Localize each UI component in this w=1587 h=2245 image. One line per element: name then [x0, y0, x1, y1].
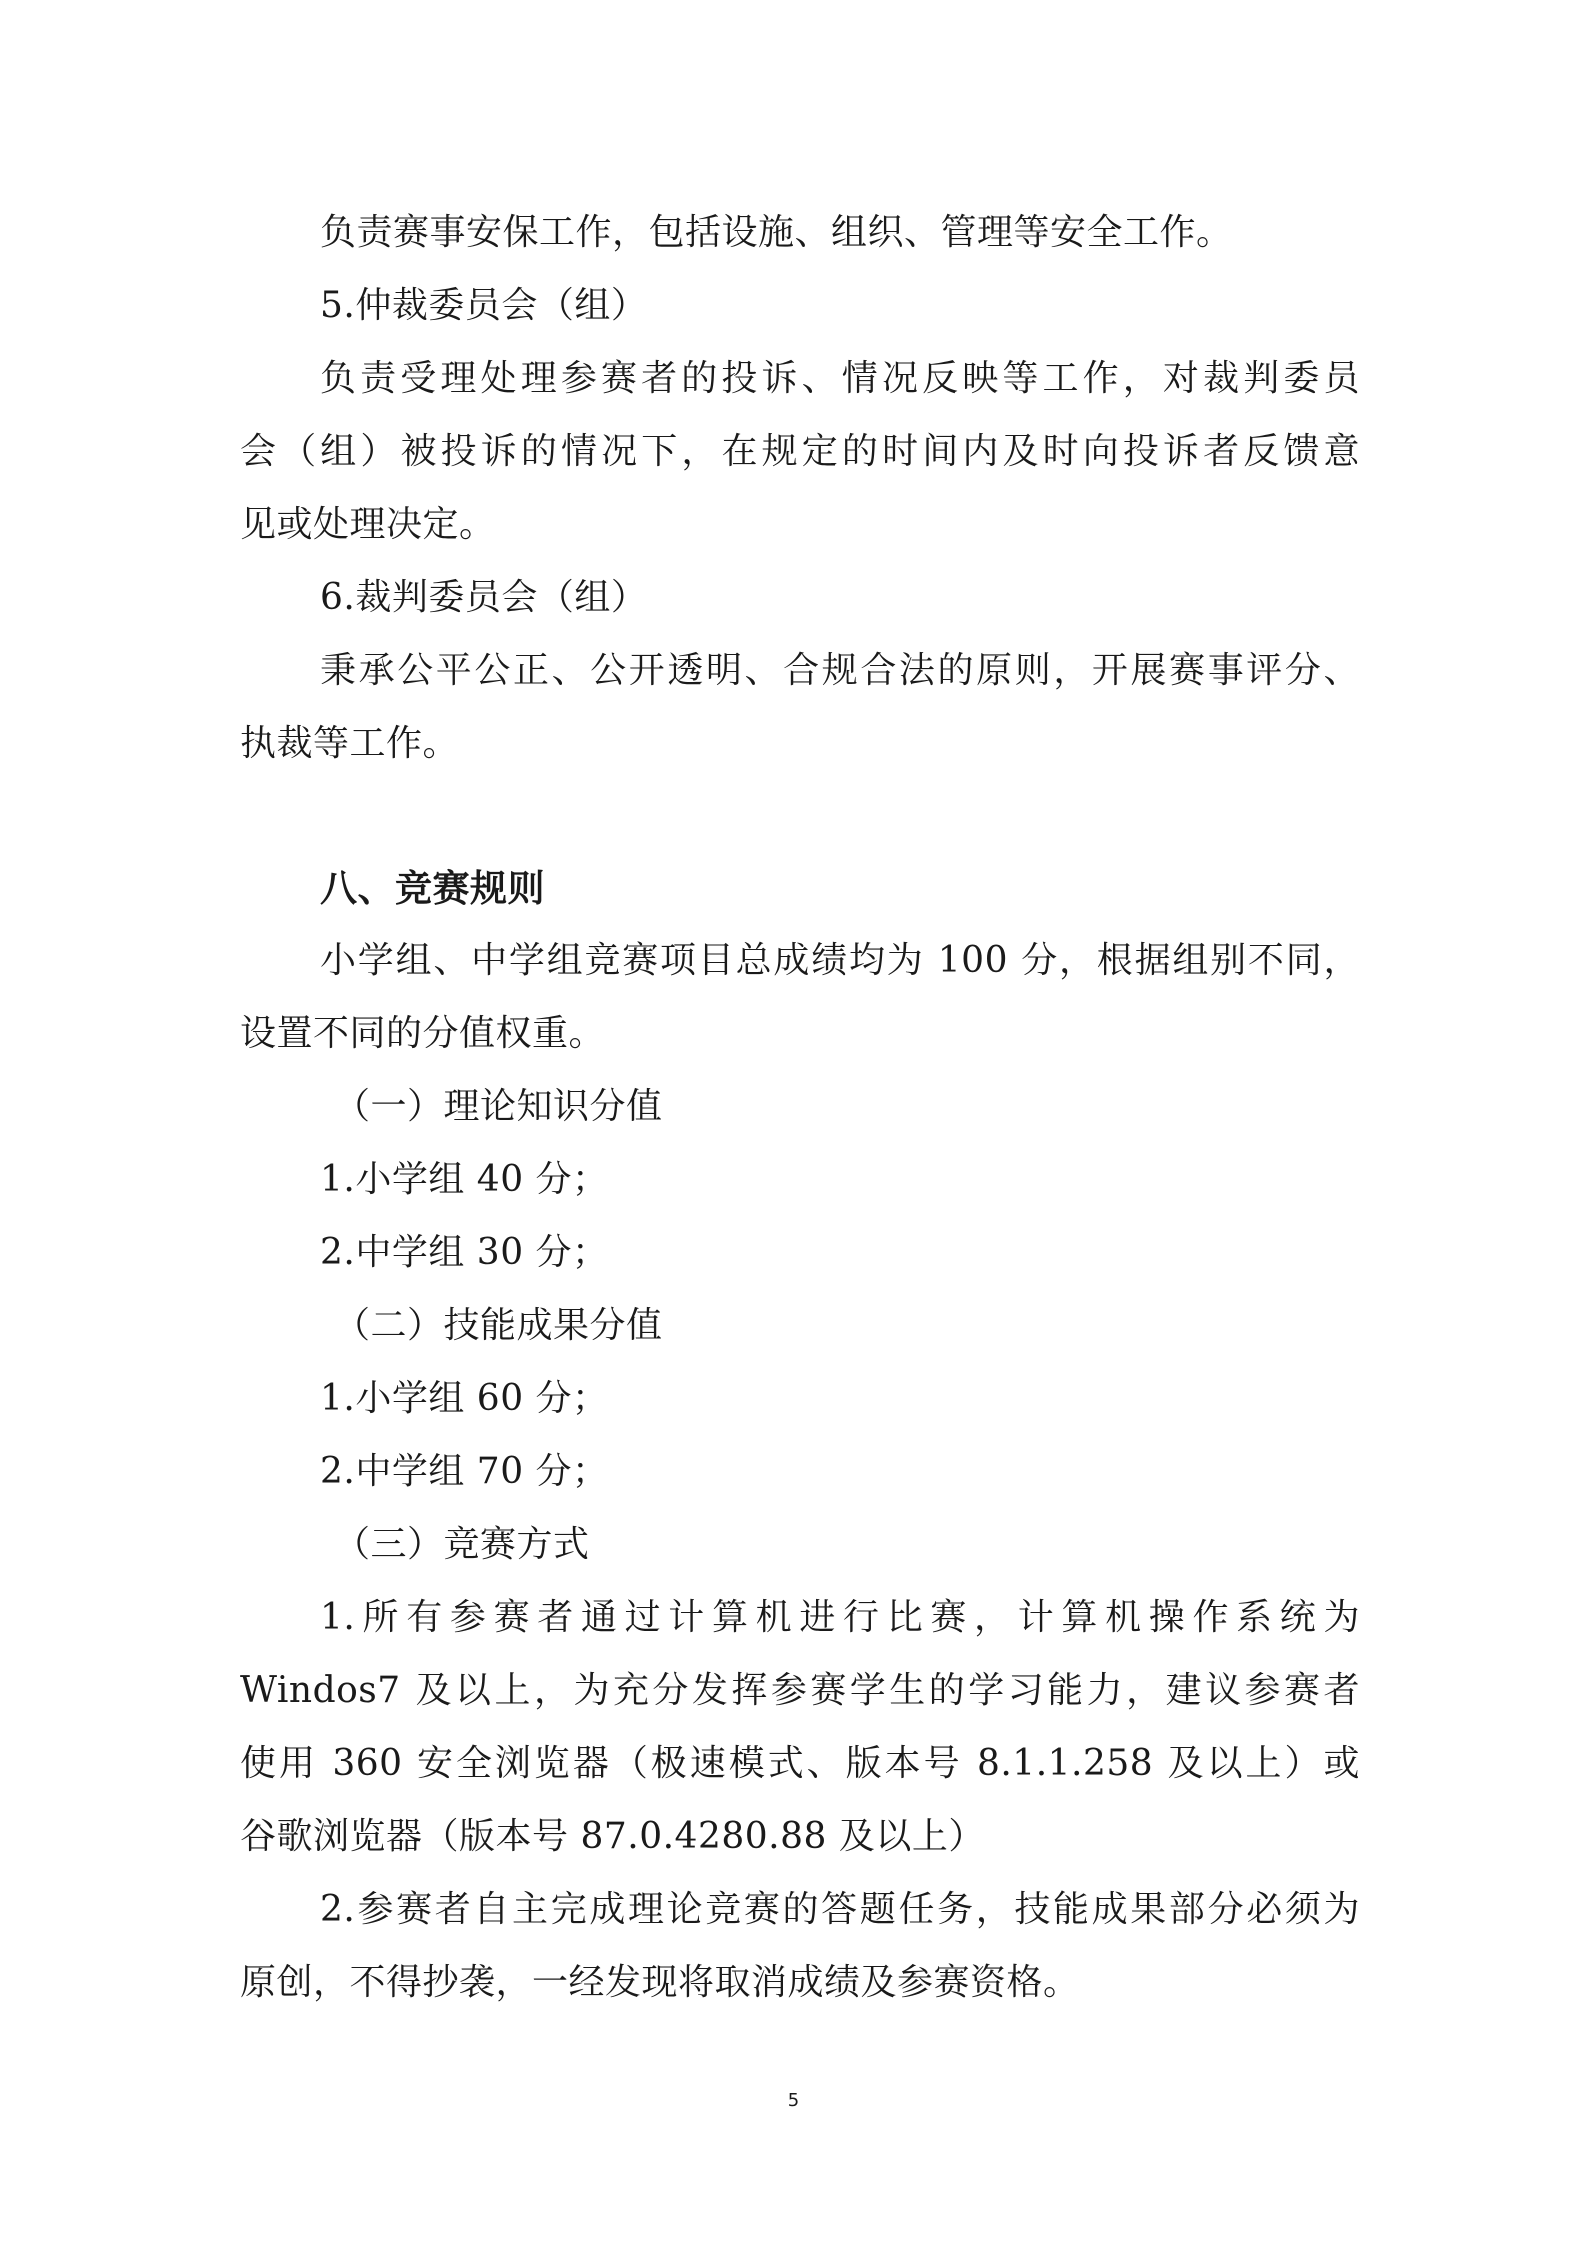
- paragraph-security-duty: 负责赛事安保工作，包括设施、组织、管理等安全工作。: [320, 212, 1233, 253]
- list-item-skill-secondary: 2.中学组 70 分；: [320, 1451, 609, 1492]
- paragraph-judging-line-2: 执裁等工作。: [240, 723, 460, 764]
- paragraph-judging-line-1: 秉承公平公正、公开透明、合规合法的原则，开展赛事评分、: [320, 650, 1360, 691]
- paragraph-arbitration-line-1: 负责受理处理参赛者的投诉、情况反映等工作，对裁判委员: [320, 358, 1360, 399]
- section-title-competition-rules: 八、竞赛规则: [320, 867, 545, 910]
- paragraph-total-score-line-1: 小学组、中学组竞赛项目总成绩均为 100 分，根据组别不同，: [320, 940, 1360, 981]
- paragraph-method-2-line-1: 2.参赛者自主完成理论竞赛的答题任务，技能成果部分必须为: [320, 1889, 1360, 1930]
- heading-judging-committee: 6.裁判委员会（组）: [320, 577, 648, 618]
- page-number: 5: [787, 2090, 800, 2111]
- paragraph-total-score-line-2: 设置不同的分值权重。: [240, 1013, 606, 1054]
- paragraph-method-1-line-2: Windos7 及以上，为充分发挥参赛学生的学习能力，建议参赛者: [240, 1670, 1360, 1711]
- heading-arbitration-committee: 5.仲裁委员会（组）: [320, 285, 648, 326]
- list-item-skill-primary: 1.小学组 60 分；: [320, 1378, 609, 1419]
- list-item-theory-secondary: 2.中学组 30 分；: [320, 1232, 609, 1273]
- subheading-competition-method: （三）竞赛方式: [334, 1524, 590, 1565]
- paragraph-method-1-line-1: 1.所有参赛者通过计算机进行比赛，计算机操作系统为: [320, 1597, 1360, 1638]
- subheading-skill-score: （二）技能成果分值: [334, 1305, 663, 1346]
- subheading-theory-score: （一）理论知识分值: [334, 1086, 663, 1127]
- paragraph-method-1-line-3: 使用 360 安全浏览器（极速模式、版本号 8.1.1.258 及以上）或: [240, 1743, 1360, 1784]
- list-item-theory-primary: 1.小学组 40 分；: [320, 1159, 609, 1200]
- paragraph-arbitration-line-3: 见或处理决定。: [240, 504, 496, 545]
- paragraph-method-1-line-4: 谷歌浏览器（版本号 87.0.4280.88 及以上）: [240, 1816, 985, 1857]
- paragraph-method-2-line-2: 原创，不得抄袭，一经发现将取消成绩及参赛资格。: [240, 1962, 1080, 2003]
- paragraph-arbitration-line-2: 会（组）被投诉的情况下，在规定的时间内及时向投诉者反馈意: [240, 431, 1360, 472]
